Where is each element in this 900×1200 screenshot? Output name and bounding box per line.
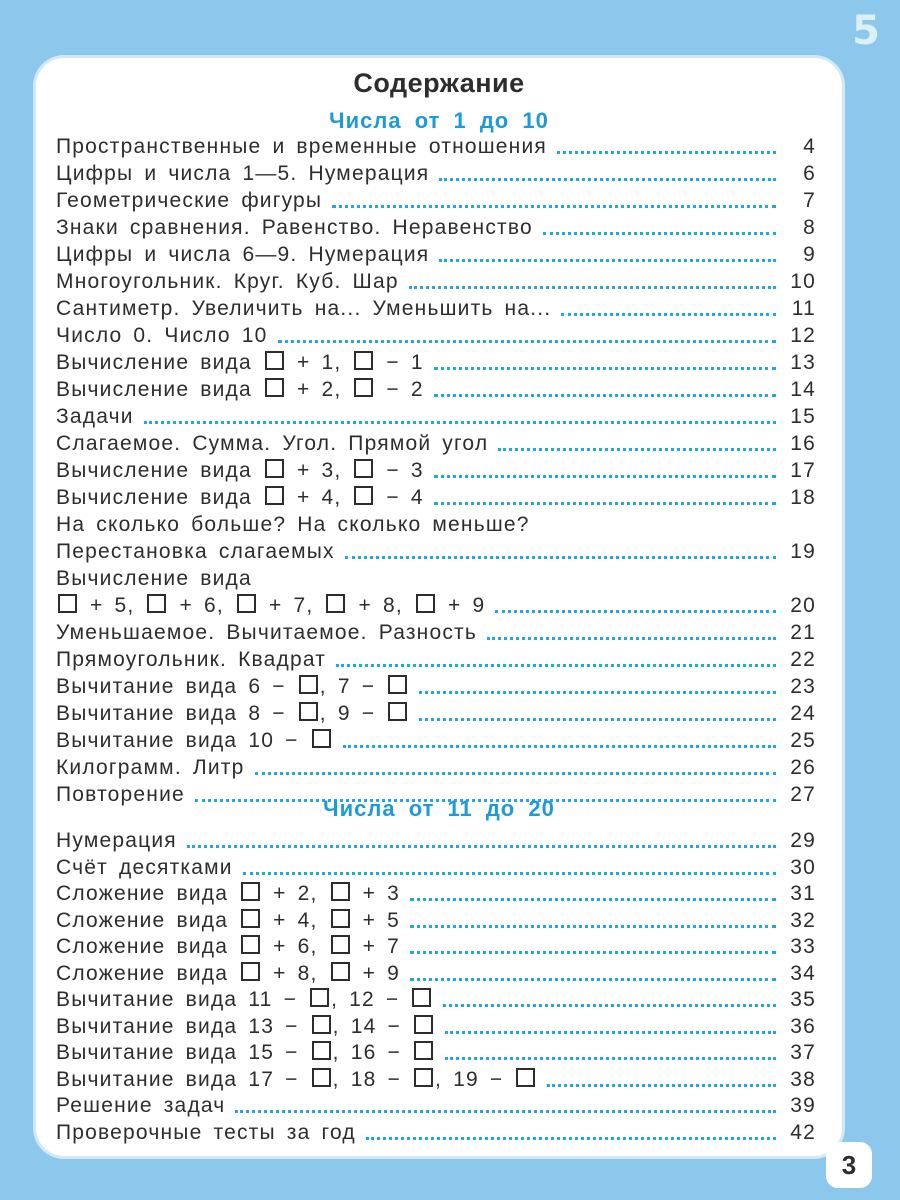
toc-entry-page: 12 bbox=[790, 324, 816, 347]
dot-leader bbox=[419, 691, 776, 694]
toc-entry[interactable] bbox=[56, 159, 816, 186]
toc-entry-title: Цифры и числа 6—9. Нумерация bbox=[56, 243, 430, 266]
toc-entry-page: 24 bbox=[790, 702, 816, 725]
blank-square-icon bbox=[354, 351, 373, 370]
section-title-11-20: Числа от 11 до 20 bbox=[323, 796, 555, 821]
toc-entry-page: 13 bbox=[790, 351, 816, 374]
toc-entry[interactable] bbox=[56, 510, 816, 537]
toc-entry-page: 31 bbox=[790, 882, 816, 905]
dot-leader bbox=[332, 205, 776, 208]
dot-leader bbox=[543, 232, 776, 235]
toc-entry-title: Пространственные и временные отношения bbox=[56, 135, 547, 158]
blank-square-icon bbox=[58, 594, 77, 613]
page-number-badge: 3 bbox=[826, 1142, 872, 1188]
toc-entry-title: + 5, + 6, + 7, + 8, + 9 bbox=[56, 594, 485, 618]
toc-entry[interactable] bbox=[56, 618, 816, 645]
dot-leader bbox=[443, 1004, 776, 1007]
blank-square-icon bbox=[414, 1041, 433, 1060]
dot-leader bbox=[410, 898, 776, 901]
blank-square-icon bbox=[310, 988, 329, 1007]
dot-leader bbox=[366, 1137, 776, 1140]
toc-entry-title: Вычитание вида 6 − , 7 − bbox=[56, 675, 409, 699]
dot-leader bbox=[434, 367, 776, 370]
toc-entry-page: 19 bbox=[790, 540, 816, 563]
toc-entry[interactable] bbox=[56, 672, 816, 699]
blank-square-icon bbox=[312, 1068, 331, 1087]
blank-square-icon bbox=[241, 909, 260, 928]
toc-entry[interactable] bbox=[56, 591, 816, 618]
toc-entry-page: 18 bbox=[790, 486, 816, 509]
dot-leader bbox=[336, 664, 776, 667]
blank-square-icon bbox=[265, 459, 284, 478]
toc-entry-title: Прямоугольник. Квадрат bbox=[56, 648, 327, 671]
toc-entry-page: 14 bbox=[790, 378, 816, 401]
toc-entry-page: 36 bbox=[790, 1014, 816, 1038]
dot-leader bbox=[547, 1084, 776, 1087]
toc-entry-page: 22 bbox=[790, 648, 816, 671]
dot-leader bbox=[561, 313, 776, 316]
dot-leader bbox=[439, 178, 776, 181]
toc-entry-page: 29 bbox=[790, 829, 816, 852]
blank-square-icon bbox=[326, 594, 345, 613]
blank-square-icon bbox=[331, 909, 350, 928]
toc-entry-title: Вычитание вида 15 − , 16 − bbox=[56, 1041, 435, 1065]
toc-entry-page: 39 bbox=[790, 1094, 816, 1117]
blank-square-icon bbox=[416, 594, 435, 613]
toc-entry-page: 25 bbox=[790, 729, 816, 752]
toc-entry[interactable] bbox=[56, 726, 816, 753]
toc-entry[interactable] bbox=[56, 959, 816, 986]
blank-square-icon bbox=[388, 702, 407, 721]
blank-square-icon bbox=[354, 459, 373, 478]
blank-square-icon bbox=[299, 675, 318, 694]
toc-entry[interactable] bbox=[56, 186, 816, 213]
dot-leader bbox=[235, 1110, 776, 1113]
toc-entry-page: 21 bbox=[790, 621, 816, 644]
toc-entry[interactable] bbox=[56, 985, 816, 1012]
dot-leader bbox=[343, 745, 776, 748]
toc-entry[interactable] bbox=[56, 645, 816, 672]
blank-square-icon bbox=[331, 882, 350, 901]
dot-leader bbox=[445, 1031, 776, 1034]
toc-entry[interactable] bbox=[56, 564, 816, 591]
page-title: Содержание bbox=[353, 68, 525, 98]
toc-entry-title: Вычитание вида 13 − , 14 − bbox=[56, 1015, 435, 1039]
toc-entry[interactable] bbox=[56, 294, 816, 321]
toc-entry-title: Счёт десятками bbox=[56, 855, 233, 879]
toc-entry-title: Вычисление вида + 2, − 2 bbox=[56, 378, 424, 401]
dot-leader bbox=[345, 556, 776, 559]
toc-entry-title: Килограмм. Литр bbox=[56, 756, 245, 779]
toc-entry-title: Сложение вида + 8, + 9 bbox=[56, 961, 401, 985]
blank-square-icon bbox=[312, 1015, 331, 1034]
blank-square-icon bbox=[241, 962, 260, 981]
toc-entry[interactable] bbox=[56, 932, 816, 959]
toc-entry-title: Вычисление вида + 4, − 4 bbox=[56, 486, 424, 509]
toc-entry-page: 42 bbox=[790, 1120, 816, 1144]
blank-square-icon bbox=[265, 486, 284, 505]
blank-square-icon bbox=[241, 882, 260, 901]
toc-entry-title: Перестановка слагаемых bbox=[56, 540, 335, 563]
blank-square-icon bbox=[312, 729, 331, 748]
toc-entry[interactable] bbox=[56, 213, 816, 240]
toc-entry[interactable] bbox=[56, 1038, 816, 1065]
toc-entry-title: Сложение вида + 6, + 7 bbox=[56, 935, 401, 958]
toc-entry[interactable] bbox=[56, 879, 816, 906]
toc-entry-title: Вычисление вида + 3, − 3 bbox=[56, 459, 424, 482]
toc-entry-page: 11 bbox=[791, 297, 816, 320]
toc-entry-page: 9 bbox=[803, 243, 816, 266]
toc-entry-title: Вычитание вида 11 − , 12 − bbox=[56, 988, 433, 1012]
blank-square-icon bbox=[388, 675, 407, 694]
toc-entry[interactable] bbox=[56, 429, 816, 456]
toc-entry[interactable] bbox=[56, 1065, 816, 1092]
toc-entry-title: На сколько больше? На сколько меньше? bbox=[56, 513, 530, 536]
toc-entry[interactable] bbox=[56, 456, 816, 483]
corner-number: 5 bbox=[852, 8, 880, 54]
toc-entry-title: Сантиметр. Увеличить на... Уменьшить на... bbox=[56, 297, 552, 320]
toc-entry-page: 7 bbox=[803, 189, 816, 212]
toc-entry-title: Вычисление вида + 1, − 1 bbox=[56, 351, 424, 374]
blank-square-icon bbox=[414, 1015, 433, 1034]
toc-entry[interactable] bbox=[56, 537, 816, 564]
toc-entry[interactable] bbox=[56, 699, 816, 726]
toc-entry[interactable] bbox=[56, 1012, 816, 1039]
toc-entry[interactable] bbox=[56, 826, 816, 853]
toc-entry-page: 8 bbox=[803, 216, 816, 239]
blank-square-icon bbox=[414, 1068, 433, 1087]
contents-card bbox=[36, 58, 842, 1156]
dot-leader bbox=[434, 502, 776, 505]
blank-square-icon bbox=[241, 935, 260, 954]
toc-entry-title: Сложение вида + 2, + 3 bbox=[56, 882, 401, 905]
blank-square-icon bbox=[265, 351, 284, 370]
toc-entry[interactable] bbox=[56, 483, 816, 510]
toc-entry-title: Вычитание вида 10 − bbox=[56, 729, 333, 753]
blank-square-icon bbox=[354, 486, 373, 505]
dot-leader bbox=[439, 259, 776, 262]
blank-square-icon bbox=[265, 378, 284, 397]
dot-leader bbox=[243, 872, 776, 875]
toc-entry-title: Слагаемое. Сумма. Угол. Прямой угол bbox=[56, 432, 489, 455]
toc-entry[interactable] bbox=[56, 240, 816, 267]
toc-entry-page: 33 bbox=[790, 935, 816, 958]
dot-leader bbox=[410, 951, 776, 954]
toc-entry-page: 38 bbox=[790, 1067, 816, 1091]
toc-entry-title: Нумерация bbox=[56, 829, 177, 852]
dot-leader bbox=[255, 772, 776, 775]
toc-entry-page: 32 bbox=[790, 908, 816, 932]
toc-entry-page: 10 bbox=[790, 270, 816, 293]
blank-square-icon bbox=[312, 1041, 331, 1060]
dot-leader bbox=[434, 394, 776, 397]
toc-entry-title: Знаки сравнения. Равенство. Неравенство bbox=[56, 216, 533, 239]
dot-leader bbox=[410, 925, 776, 928]
dot-leader bbox=[498, 448, 776, 451]
toc-entry[interactable] bbox=[56, 321, 816, 348]
toc-entry-page: 16 bbox=[790, 432, 816, 455]
toc-entry[interactable] bbox=[56, 853, 816, 880]
toc-entry-title: Повторение bbox=[56, 783, 185, 806]
dot-leader bbox=[144, 421, 776, 424]
toc-entry-title: Геометрические фигуры bbox=[56, 189, 323, 212]
toc-entry-title: Вычитание вида 17 − , 18 − , 19 − bbox=[56, 1068, 537, 1092]
toc-entry[interactable] bbox=[56, 375, 816, 402]
toc-entry-title: Число 0. Число 10 bbox=[56, 324, 268, 347]
toc-entry-page: 27 bbox=[790, 783, 816, 806]
toc-entry[interactable] bbox=[56, 402, 816, 429]
dot-leader bbox=[557, 151, 776, 154]
toc-entry-page: 30 bbox=[790, 855, 816, 879]
dot-leader bbox=[434, 475, 776, 478]
blank-square-icon bbox=[299, 702, 318, 721]
toc-entry-page: 6 bbox=[803, 162, 816, 185]
dot-leader bbox=[445, 1057, 776, 1060]
dot-leader bbox=[487, 637, 776, 640]
toc-entry-title: Решение задач bbox=[56, 1094, 226, 1117]
toc-entry-title: Вычисление вида bbox=[56, 567, 252, 590]
toc-entry-page: 17 bbox=[790, 459, 816, 482]
toc-entry-page: 4 bbox=[803, 135, 816, 158]
toc-entry-title: Вычитание вида 8 − , 9 − bbox=[56, 702, 409, 726]
blank-square-icon bbox=[147, 594, 166, 613]
toc-entry-page: 23 bbox=[790, 675, 816, 698]
toc-entry-page: 35 bbox=[790, 988, 816, 1011]
dot-leader bbox=[495, 610, 776, 613]
dot-leader bbox=[410, 978, 776, 981]
blank-square-icon bbox=[331, 935, 350, 954]
dot-leader bbox=[409, 286, 776, 289]
dot-leader bbox=[187, 845, 776, 848]
toc-entry-title: Многоугольник. Круг. Куб. Шар bbox=[56, 270, 399, 293]
toc-entry-title: Задачи bbox=[56, 405, 134, 428]
toc-entry-title: Проверочные тесты за год bbox=[56, 1120, 356, 1144]
toc-entry[interactable] bbox=[56, 267, 816, 294]
blank-square-icon bbox=[331, 962, 350, 981]
toc-entry[interactable] bbox=[56, 1118, 816, 1145]
blank-square-icon bbox=[412, 988, 431, 1007]
toc-entry[interactable] bbox=[56, 1091, 816, 1118]
dot-leader bbox=[278, 340, 776, 343]
toc-entry-title: Сложение вида + 4, + 5 bbox=[56, 908, 401, 932]
toc-entry[interactable] bbox=[56, 906, 816, 933]
dot-leader bbox=[419, 718, 776, 721]
blank-square-icon bbox=[237, 594, 256, 613]
toc-entry-page: 20 bbox=[790, 594, 816, 617]
toc-entry[interactable] bbox=[56, 132, 816, 159]
toc-entry-page: 26 bbox=[790, 756, 816, 779]
toc-entry[interactable] bbox=[56, 753, 816, 780]
toc-entry-page: 37 bbox=[790, 1041, 816, 1064]
section-title-1-10: Числа от 1 до 10 bbox=[329, 108, 549, 133]
toc-entry[interactable] bbox=[56, 348, 816, 375]
toc-entry-page: 15 bbox=[790, 405, 816, 428]
toc-entry-page: 34 bbox=[790, 961, 816, 985]
toc-entry-title: Цифры и числа 1—5. Нумерация bbox=[56, 162, 430, 185]
toc-entry-title: Уменьшаемое. Вычитаемое. Разность bbox=[56, 621, 478, 644]
blank-square-icon bbox=[516, 1068, 535, 1087]
blank-square-icon bbox=[354, 378, 373, 397]
